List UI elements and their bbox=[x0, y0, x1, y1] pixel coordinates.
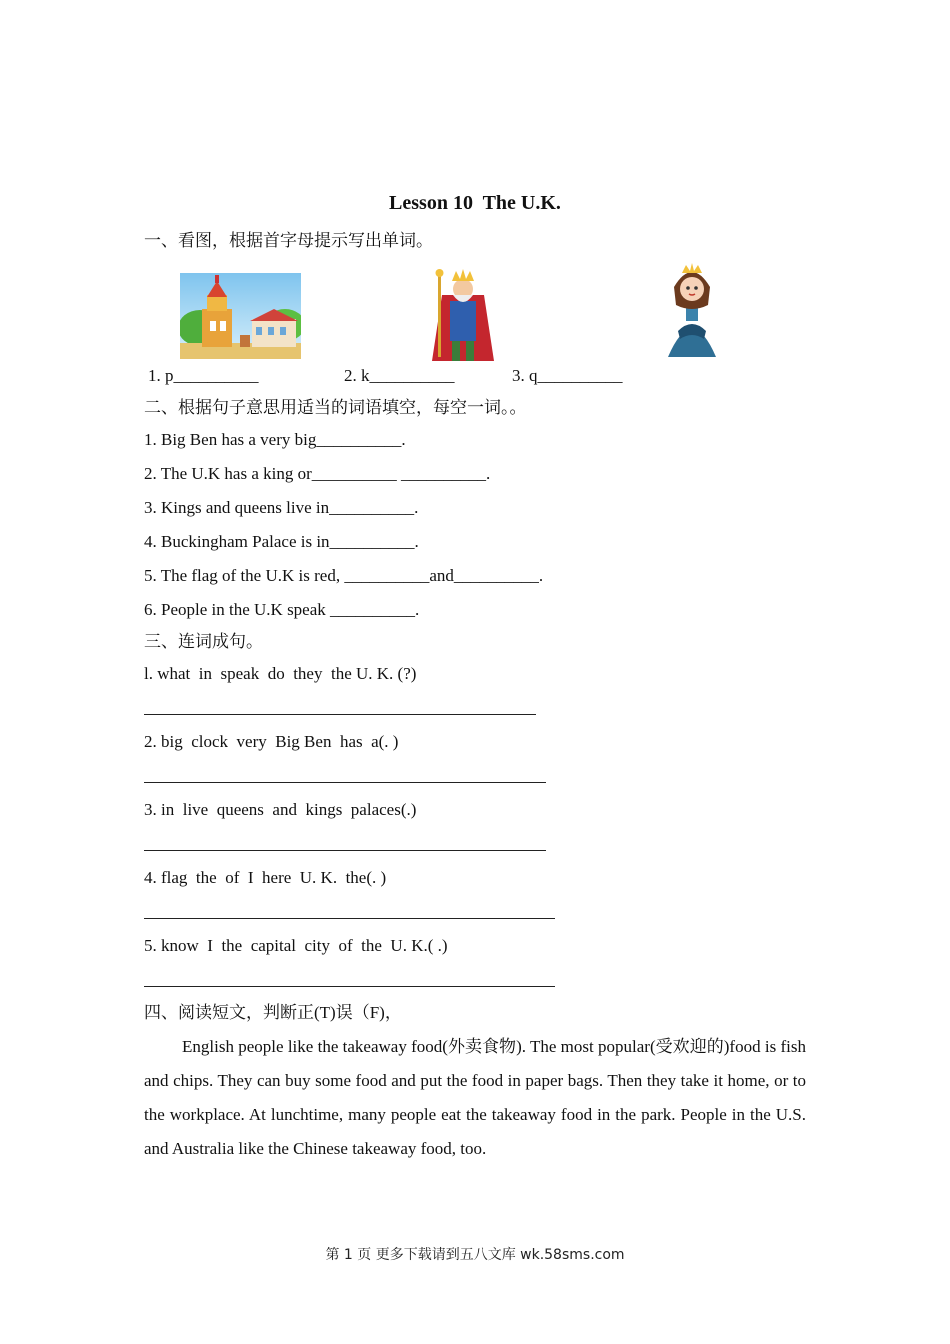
fill-blank-question-2: 2. The U.K has a king or__________ __________. bbox=[144, 464, 491, 483]
section3-heading: 三、连词成句。 bbox=[144, 632, 263, 651]
answer-line-4 bbox=[144, 918, 555, 919]
queen-picture bbox=[660, 257, 724, 359]
fill-blank-question-1: 1. Big Ben has a very big__________. bbox=[144, 430, 406, 449]
reading-passage bbox=[144, 1030, 806, 1166]
fill-blank-question-6: 6. People in the U.K speak __________. bbox=[144, 600, 420, 619]
passage-text: English people like the takeaway food(外卖食物). The most popular(受欢迎的)food is fish and chips. They can buy some food and put the food in paper bags. Then they take it home, or to the workplace. At lunchtime, many people eat the takeaway food in the park. People in the U.S. and Australia like the Chinese takeaway food, too. bbox=[144, 1037, 806, 1158]
fill-blank-question-3: 3. Kings and queens live in__________. bbox=[144, 498, 419, 517]
sentence-question-5: 5. know I the capital city of the U. K.( .) bbox=[144, 936, 448, 955]
answer-line-1 bbox=[144, 714, 536, 715]
answer-line-3 bbox=[144, 850, 546, 851]
sentence-question-1: l. what in speak do they the U. K. (?) bbox=[144, 664, 417, 683]
section4-heading: 四、阅读短文，判断正(T)误（F)， bbox=[144, 1003, 402, 1022]
fill-blank-question-4: 4. Buckingham Palace is in__________. bbox=[144, 532, 419, 551]
page-footer: 第 1 页 更多下载请到五八文库 wk.58sms.com bbox=[325, 1247, 625, 1263]
section2-heading: 二、根据句子意思用适当的词语填空，每空一词。。 bbox=[144, 398, 527, 417]
answer-line-2 bbox=[144, 782, 546, 783]
page-title: Lesson 10 The U.K. bbox=[389, 192, 561, 214]
sentence-question-4: 4. flag the of I here U. K. the(. ) bbox=[144, 868, 387, 887]
answer-line-5 bbox=[144, 986, 555, 987]
king-picture bbox=[428, 265, 498, 365]
palace-picture bbox=[180, 273, 301, 359]
section1-heading: 一、看图，根据首字母提示写出单词。 bbox=[144, 231, 433, 250]
sentence-question-2: 2. big clock very Big Ben has a(. ) bbox=[144, 732, 399, 751]
fill-blank-question-5: 5. The flag of the U.K is red, __________and__________. bbox=[144, 566, 544, 585]
sentence-question-3: 3. in live queens and kings palaces(.) bbox=[144, 800, 417, 819]
picture-answer-1: 1. p__________ bbox=[148, 366, 259, 385]
picture-answer-3: 3. q__________ bbox=[512, 366, 623, 385]
picture-answer-2: 2. k__________ bbox=[344, 366, 455, 385]
